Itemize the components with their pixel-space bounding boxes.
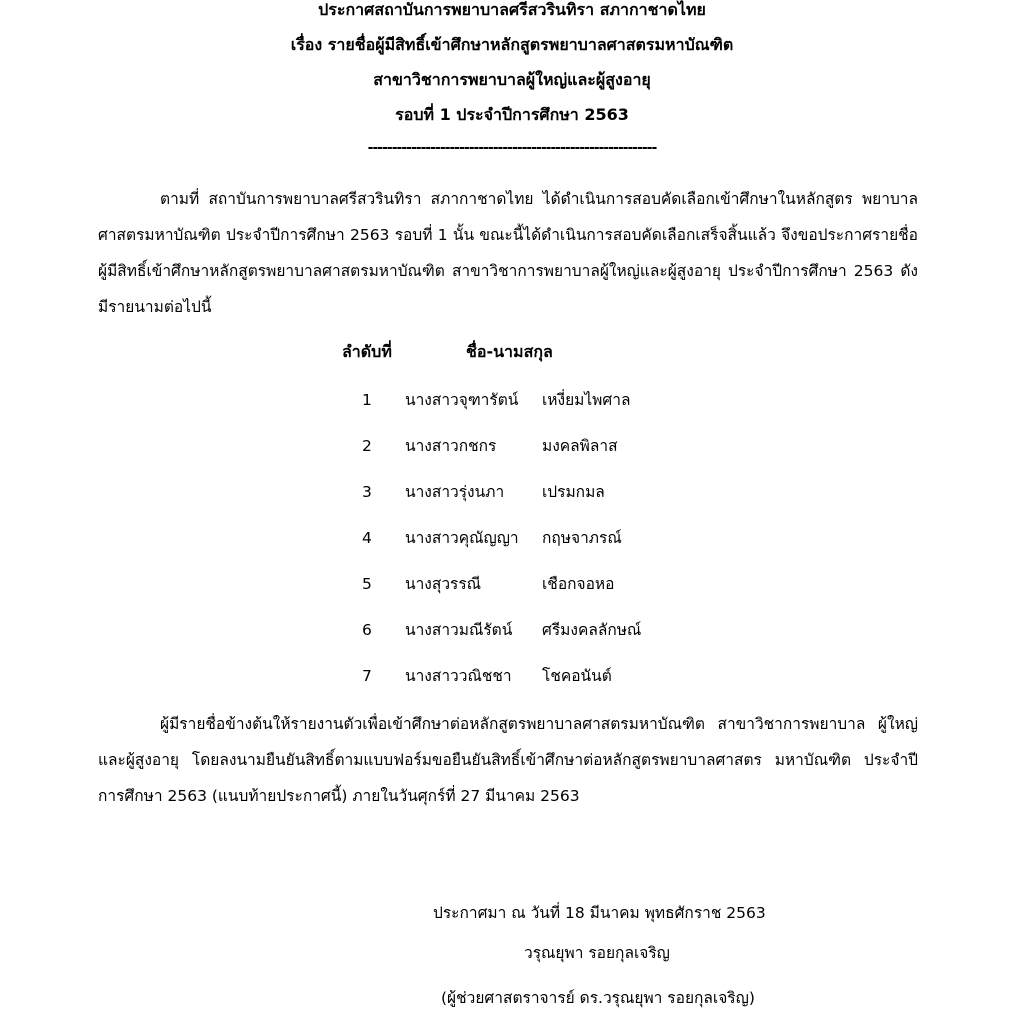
- intro-text: ตามที่ สถาบันการพยาบาลศรีสวรินทิรา สภากาชาดไทย ได้ดำเนินการสอบคัดเลือกเข้าศึกษาในหลักสูตร พยาบาลศาสตรมหาบัณฑิต ประจำปีการศึกษา 2563 รอบที่ 1 นั้น ขณะนี้ได้ดำเนินการสอบคัดเลือกเสร็จสิ้นแล้ว จึงขอประกาศรายชื่อผู้มีสิทธิ์เข้าศึกษาหลักสูตรพยาบาลศาสตรมหาบัณฑิต สาขาวิชาการพยาบาลผู้ใหญ่และผู้สูงอายุ ประจำปีการศึกษา 2563 ดังมีรายนามต่อไปนี้: [98, 190, 918, 316]
- row-last-name: ศรีมงคลลักษณ์: [542, 621, 642, 639]
- row-last-name: กฤษจาภรณ์: [542, 529, 622, 547]
- signatory-title-text: (ผู้ช่วยศาสตราจารย์ ดร.วรุณยุพา รอยกุลเจริญ): [441, 989, 755, 1007]
- list-item: [0, 613, 1024, 659]
- date-line: ประกาศมา ณ วันที่ 18 มีนาคม พุทธศักราช 2563: [433, 904, 766, 922]
- row-number: 2: [362, 437, 372, 455]
- row-last-name: เหงี่ยมไพศาล: [542, 391, 631, 409]
- list-item: [0, 659, 1024, 705]
- announcement-header: [0, 0, 1024, 132]
- row-first-name: นางสาวคุณัญญา: [405, 529, 519, 547]
- header-divider: ------------------------------------------------------------: [367, 140, 657, 156]
- row-first-name: นางสาวจุฑารัตน์: [405, 391, 519, 409]
- signed-name: วรุณยุพา รอยกุลเจริญ: [524, 944, 670, 962]
- row-number: 3: [362, 483, 372, 501]
- list-item: [0, 475, 1024, 521]
- row-last-name: เชือกจอหอ: [542, 575, 615, 593]
- row-first-name: นางสุวรรณี: [405, 575, 482, 593]
- row-number: 6: [362, 621, 372, 639]
- row-number: 4: [362, 529, 372, 547]
- row-number: 5: [362, 575, 372, 593]
- column-header-name: ชื่อ-นามสกุล: [466, 342, 553, 361]
- header-line-subject: เรื่อง รายชื่อผู้มีสิทธิ์เข้าศึกษาหลักสูตรพยาบาลศาสตรมหาบัณฑิต: [290, 35, 734, 54]
- row-first-name: นางสาวรุ่งนภา: [405, 483, 505, 501]
- row-last-name: มงคลพิลาส: [542, 437, 618, 455]
- intro-paragraph: [98, 181, 918, 325]
- row-number: 7: [362, 667, 372, 685]
- row-number: 1: [362, 391, 372, 409]
- list-item: [0, 429, 1024, 475]
- header-line-institute: ประกาศสถาบันการพยาบาลศรีสวรินทิรา สภากาชาดไทย: [318, 0, 706, 19]
- row-last-name: โชคอนันต์: [542, 667, 612, 685]
- row-last-name: เปรมกมล: [542, 483, 605, 501]
- list-item: [0, 521, 1024, 567]
- row-first-name: นางสาวกชกร: [405, 437, 497, 455]
- candidate-list: [0, 383, 1024, 705]
- list-item: [0, 383, 1024, 429]
- row-first-name: นางสาวมณีรัตน์: [405, 621, 513, 639]
- list-item: [0, 567, 1024, 613]
- closing-paragraph: [98, 706, 918, 814]
- closing-text: ผู้มีรายชื่อข้างต้นให้รายงานตัวเพื่อเข้าศึกษาต่อหลักสูตรพยาบาลศาสตรมหาบัณฑิต สาขาวิชาการพยาบาล ผู้ใหญ่และผู้สูงอายุ โดยลงนามยืนยันสิทธิ์ตามแบบฟอร์มขอยืนยันสิทธิ์เข้าศึกษาต่อหลักสูตรพยาบาลศาสตร มหาบัณฑิต ประจำปีการศึกษา 2563 (แนบท้ายประกาศนี้) ภายในวันศุกร์ที่ 27 มีนาคม 2563: [98, 715, 918, 805]
- column-header-number: ลำดับที่: [342, 342, 392, 361]
- header-line-round: รอบที่ 1 ประจำปีการศึกษา 2563: [395, 105, 629, 124]
- row-first-name: นางสาววณิชชา: [405, 667, 512, 685]
- header-line-program: สาขาวิชาการพยาบาลผู้ใหญ่และผู้สูงอายุ: [373, 70, 651, 89]
